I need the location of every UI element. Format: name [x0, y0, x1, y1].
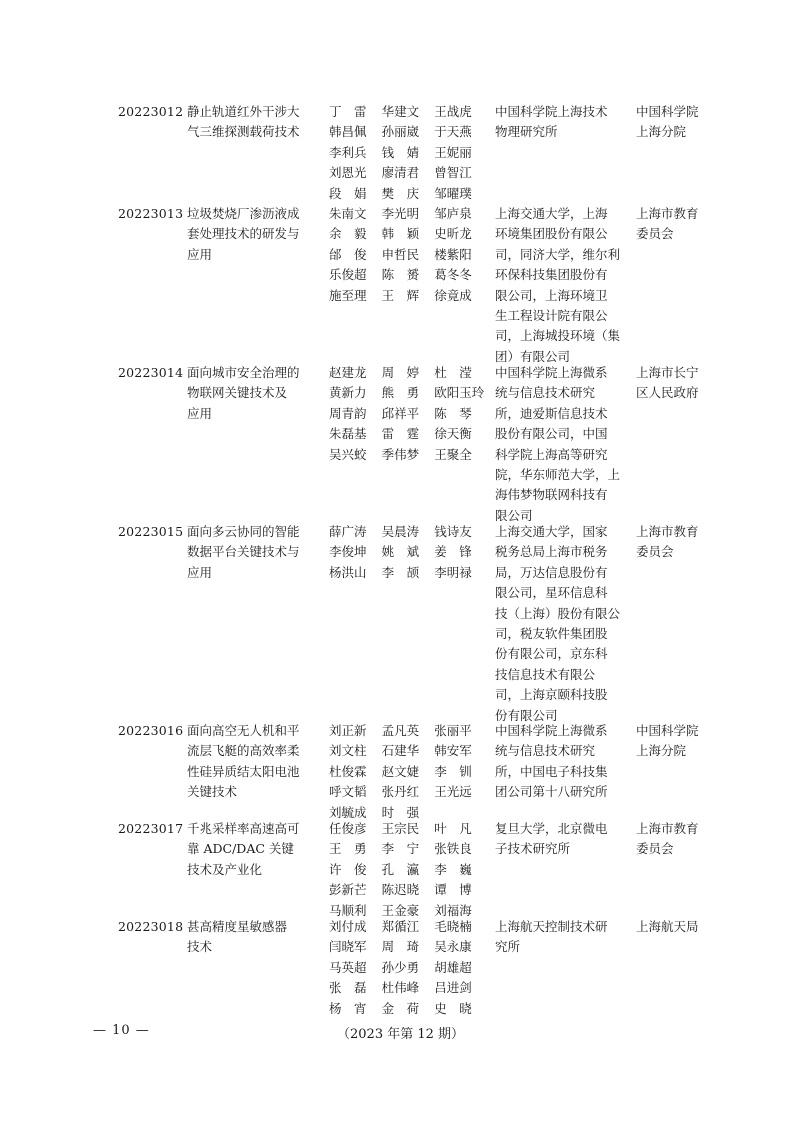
people-list	[329, 819, 487, 921]
person-name: 于天燕	[434, 124, 472, 140]
person-name: 刘正新	[329, 723, 367, 738]
recommending-unit-line: 委员会	[636, 841, 674, 857]
organizations	[495, 363, 623, 526]
person-name: 姚 斌	[381, 544, 420, 560]
person-name: 杨洪山	[329, 564, 367, 580]
person-name: 陈 琴	[434, 405, 472, 421]
person-name: 周 婷	[381, 365, 420, 380]
recommending-unit-line: 上海市教育	[636, 524, 699, 539]
person-name: 刘福海	[434, 902, 472, 918]
project-title-line: 靠 ADC/DAC 关键	[187, 841, 294, 857]
project-title-line: 千兆采样率高速高可	[187, 821, 300, 836]
person-name: 赵建龙	[329, 365, 367, 380]
recommending-unit-line: 委员会	[636, 226, 674, 242]
person-name: 朱南文	[329, 206, 367, 221]
organization-line: 限公司，上海环境卫	[495, 287, 608, 303]
people-list	[329, 917, 487, 1019]
project-title-line: 流层飞艇的高效率柔	[187, 743, 300, 759]
organization-line: 所，迪爱斯信息技术	[495, 405, 608, 421]
project-code: 20223017	[118, 821, 184, 836]
person-name: 王宗民	[381, 821, 420, 836]
person-name: 邹曜璞	[434, 185, 472, 201]
organizations	[495, 102, 623, 143]
person-name: 郑循江	[381, 919, 420, 934]
person-name: 赵文婕	[381, 763, 420, 779]
project-title-line: 技术	[187, 939, 213, 955]
recommending-unit-line: 中国科学院	[636, 723, 699, 738]
person-name: 马顺利	[329, 902, 367, 918]
project-title	[187, 917, 315, 958]
project-code: 20223012	[118, 104, 184, 119]
person-name: 石建华	[381, 743, 420, 759]
person-name: 刘付成	[329, 919, 367, 934]
person-name: 彭新芒	[329, 882, 367, 898]
organization-line: 团公司第十八研究所	[495, 784, 608, 800]
person-name: 吴兴蛟	[329, 446, 367, 462]
organization-line: 海伟梦物联网科技有	[495, 487, 608, 503]
project-title	[187, 204, 315, 265]
page-number: — 10 —	[93, 1023, 150, 1038]
project-title-line: 数据平台关键技术与	[187, 544, 300, 560]
organization-line: 复旦大学，北京微电	[495, 821, 608, 836]
person-name: 段 娟	[329, 185, 367, 201]
person-name: 朱磊基	[329, 426, 367, 442]
people-list	[329, 204, 487, 306]
person-name: 楼紫阳	[434, 246, 472, 262]
person-name: 吴晨涛	[381, 524, 420, 539]
recommending-unit	[636, 917, 716, 937]
person-name: 杜俊霖	[329, 763, 367, 779]
recommending-unit-line: 上海航天局	[636, 919, 699, 934]
person-name: 黄新力	[329, 385, 367, 401]
person-name: 毛晓楠	[434, 919, 472, 934]
organization-line: 股份有限公司，中国	[495, 426, 608, 442]
person-name: 施至理	[329, 287, 367, 303]
organization-line: 技信息技术有限公	[495, 666, 596, 682]
project-title-line: 性硅异质结太阳电池	[187, 763, 300, 779]
person-name: 李利兵	[329, 144, 367, 160]
project-title-line: 面向城市安全治理的	[187, 365, 300, 380]
recommending-unit-line: 中国科学院	[636, 104, 699, 119]
person-name: 李 颉	[381, 564, 420, 580]
person-name: 张 磊	[329, 980, 367, 996]
project-title-line: 应用	[187, 246, 213, 262]
organization-line: 子技术研究所	[495, 841, 571, 857]
person-name: 谭 博	[434, 882, 472, 898]
organization-line: 技（上海）股份有限公	[495, 605, 621, 621]
person-name: 李 钏	[434, 763, 472, 779]
person-name: 葛冬冬	[434, 267, 472, 283]
person-name: 欧阳玉玲	[434, 385, 485, 401]
person-name: 刘毓成	[329, 804, 367, 820]
organization-line: 统与信息技术研究	[495, 385, 596, 401]
person-name: 钱 婧	[381, 144, 420, 160]
organizations	[495, 204, 623, 367]
organization-line: 上海航天控制技术研	[495, 919, 608, 934]
project-title-line: 面向高空无人机和平	[187, 723, 300, 738]
person-name: 马英超	[329, 959, 367, 975]
recommending-unit	[636, 819, 716, 860]
project-code: 20223013	[118, 206, 184, 221]
organization-line: 院，华东师范大学，上	[495, 467, 621, 483]
person-name: 胡雄超	[434, 959, 472, 975]
organization-line: 税务总局上海市税务	[495, 544, 608, 560]
recommending-unit-line: 上海市教育	[636, 206, 699, 221]
organization-line: 所，中国电子科技集	[495, 763, 608, 779]
organizations	[495, 917, 623, 958]
person-name: 杨 宵	[329, 1000, 367, 1016]
project-title	[187, 363, 315, 424]
project-title-line: 面向多云协同的智能	[187, 524, 300, 539]
person-name: 余 毅	[329, 226, 367, 242]
person-name: 呼文韬	[329, 784, 367, 800]
project-title-line: 甚高精度星敏感器	[187, 919, 288, 934]
person-name: 樊 庆	[381, 185, 420, 201]
organizations	[495, 819, 623, 860]
organization-line: 团）有限公司	[495, 348, 571, 364]
recommending-unit	[636, 363, 716, 404]
project-title	[187, 721, 315, 803]
organizations	[495, 522, 623, 726]
organization-line: 份有限公司，京东科	[495, 646, 608, 662]
person-name: 杜伟峰	[381, 980, 420, 996]
person-name: 丁 雷	[329, 104, 367, 119]
organization-line: 司，税友软件集团股	[495, 626, 608, 642]
project-code: 20223014	[118, 365, 184, 380]
person-name: 闫晓军	[329, 939, 367, 955]
person-name: 时 强	[381, 804, 420, 820]
person-name: 熊 勇	[381, 385, 420, 401]
project-code: 20223015	[118, 524, 184, 539]
organization-line: 环境集团股份有限公	[495, 226, 608, 242]
recommending-unit-line: 区人民政府	[636, 385, 699, 401]
person-name: 曾智江	[434, 165, 472, 181]
project-title-line: 关键技术	[187, 784, 238, 800]
organization-line: 限公司	[495, 507, 533, 523]
person-name: 许 俊	[329, 861, 367, 877]
person-name: 韩昌佩	[329, 124, 367, 140]
recommending-unit	[636, 204, 716, 245]
person-name: 孟凡英	[381, 723, 420, 738]
people-list	[329, 721, 487, 823]
organization-line: 份有限公司	[495, 707, 558, 723]
project-title-line: 套处理技术的研发与	[187, 226, 300, 242]
person-name: 徐天衡	[434, 426, 472, 442]
person-name: 周青韵	[329, 405, 367, 421]
person-name: 陈迟晓	[381, 882, 420, 898]
person-name: 邰 俊	[329, 246, 367, 262]
organization-line: 中国科学院上海微系	[495, 365, 608, 380]
person-name: 李俊坤	[329, 544, 367, 560]
person-name: 薛广涛	[329, 524, 367, 539]
issue-label: （2023 年第 12 期）	[337, 1027, 465, 1042]
recommending-unit-line: 上海市教育	[636, 821, 699, 836]
person-name: 王 勇	[329, 841, 367, 857]
project-title-line: 应用	[187, 405, 213, 421]
project-code: 20223018	[118, 919, 184, 934]
person-name: 王妮丽	[434, 144, 472, 160]
project-title-line: 应用	[187, 564, 213, 580]
person-name: 韩 颖	[381, 226, 420, 242]
person-name: 季伟梦	[381, 446, 420, 462]
person-name: 杜 滢	[434, 365, 472, 380]
organization-line: 司，上海京颐科技股	[495, 687, 608, 703]
project-title-line: 气三维探测载荷技术	[187, 124, 300, 140]
person-name: 李 巍	[434, 861, 472, 877]
project-title-line: 静止轨道红外干涉大	[187, 104, 300, 119]
person-name: 王战虎	[434, 104, 472, 119]
people-list	[329, 102, 487, 204]
project-code: 20223016	[118, 723, 184, 738]
organization-line: 司，上海城投环境（集	[495, 328, 621, 344]
person-name: 华建文	[381, 104, 420, 119]
person-name: 张丽平	[434, 723, 472, 738]
person-name: 史 晓	[434, 1000, 472, 1016]
organization-line: 生工程设计院有限公	[495, 308, 608, 324]
person-name: 金 荷	[381, 1000, 420, 1016]
organization-line: 司，同济大学，维尔利	[495, 246, 621, 262]
person-name: 周 琦	[381, 939, 420, 955]
person-name: 孔 瀛	[381, 861, 420, 877]
organization-line: 局，万达信息股份有	[495, 564, 608, 580]
project-title-line: 物联网关键技术及	[187, 385, 288, 401]
person-name: 刘文柱	[329, 743, 367, 759]
person-name: 叶 凡	[434, 821, 472, 836]
person-name: 吕进剑	[434, 980, 472, 996]
organization-line: 环保科技集团股份有	[495, 267, 608, 283]
person-name: 王 辉	[381, 287, 420, 303]
organization-line: 统与信息技术研究	[495, 743, 596, 759]
organization-line: 限公司，星环信息科	[495, 585, 608, 601]
project-title-line: 技术及产业化	[187, 861, 263, 877]
page-footer	[0, 1023, 793, 1045]
organizations	[495, 721, 623, 803]
person-name: 王金豪	[381, 902, 420, 918]
person-name: 钱诗友	[434, 524, 472, 539]
person-name: 陈 赟	[381, 267, 420, 283]
organization-line: 上海交通大学，国家	[495, 524, 608, 539]
recommending-unit-line: 委员会	[636, 544, 674, 560]
person-name: 李明禄	[434, 564, 472, 580]
person-name: 孙丽崴	[381, 124, 420, 140]
person-name: 任俊彦	[329, 821, 367, 836]
person-name: 雷 霆	[381, 426, 420, 442]
project-title-line: 垃圾焚烧厂渗沥液成	[187, 206, 300, 221]
organization-line: 究所	[495, 939, 521, 955]
person-name: 廖清君	[381, 165, 420, 181]
person-name: 吴永康	[434, 939, 472, 955]
organization-line: 科学院上海高等研究	[495, 446, 608, 462]
project-title	[187, 102, 315, 143]
organization-line: 中国科学院上海微系	[495, 723, 608, 738]
person-name: 张铁良	[434, 841, 472, 857]
person-name: 李 宁	[381, 841, 420, 857]
person-name: 史昕龙	[434, 226, 472, 242]
person-name: 李光明	[381, 206, 420, 221]
person-name: 邱祥平	[381, 405, 420, 421]
organization-line: 中国科学院上海技术	[495, 104, 608, 119]
recommending-unit-line: 上海分院	[636, 124, 687, 140]
people-list	[329, 363, 487, 465]
people-list	[329, 522, 487, 583]
person-name: 孙少勇	[381, 959, 420, 975]
project-title	[187, 819, 315, 880]
recommending-unit-line: 上海分院	[636, 743, 687, 759]
person-name: 申哲民	[381, 246, 420, 262]
project-title	[187, 522, 315, 583]
recommending-unit-line: 上海市长宁	[636, 365, 699, 380]
person-name: 张丹红	[381, 784, 420, 800]
person-name: 王聚全	[434, 446, 472, 462]
person-name: 韩安军	[434, 743, 472, 759]
recommending-unit	[636, 721, 716, 762]
organization-line: 上海交通大学，上海	[495, 206, 608, 221]
person-name: 徐竟成	[434, 287, 472, 303]
person-name: 姜 锋	[434, 544, 472, 560]
organization-line: 物理研究所	[495, 124, 558, 140]
person-name: 刘恩光	[329, 165, 367, 181]
person-name: 王光远	[434, 784, 472, 800]
person-name: 邹庐泉	[434, 206, 472, 221]
recommending-unit	[636, 102, 716, 143]
recommending-unit	[636, 522, 716, 563]
person-name: 乐俊超	[329, 267, 367, 283]
